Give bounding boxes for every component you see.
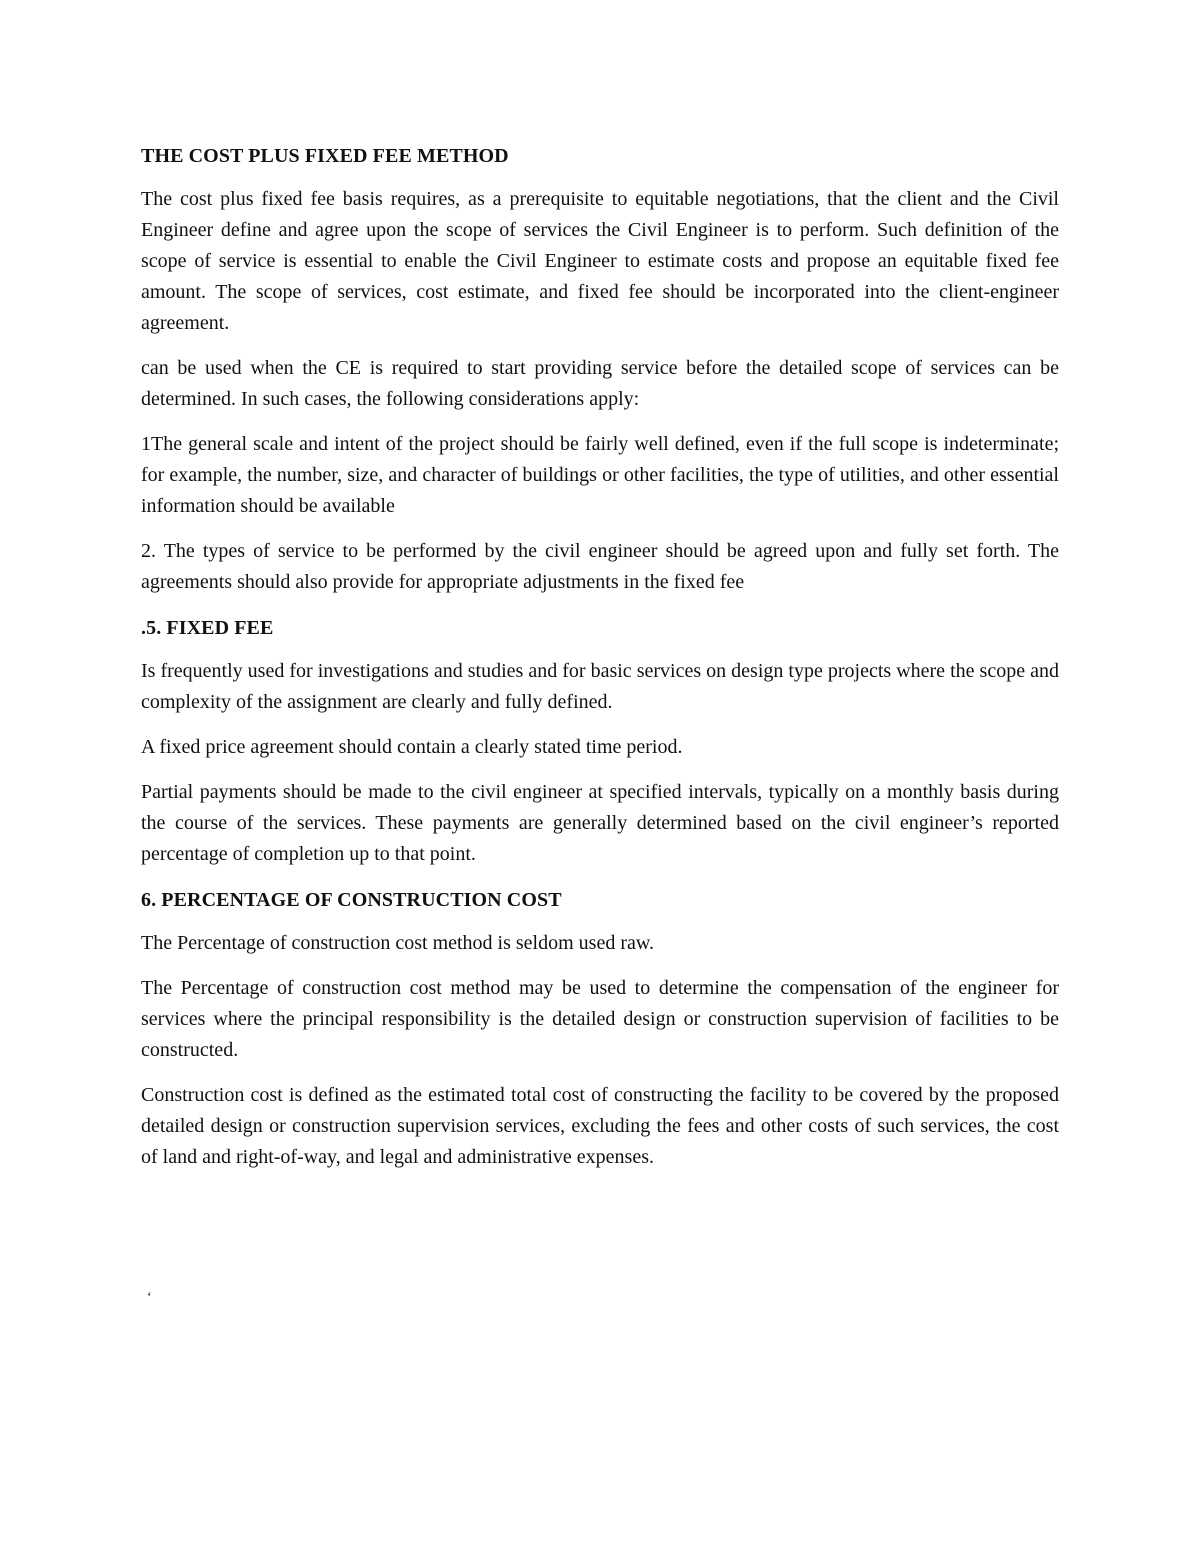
paragraph-cost-plus-3: 1The general scale and intent of the project should be fairly well defined, even if the full scope is indeterminate; for example, the number, size, and character of buildings or other facilities, the type of utilities, and other essential information should be available — [141, 433, 1059, 517]
stray-quote-mark: ‘ — [147, 1290, 152, 1305]
paragraph-percentage-2: The Percentage of construction cost method may be used to determine the compensation of the engineer for services where the principal responsibility is the detailed design or construction supervision of facilities to be constructed. — [141, 977, 1059, 1061]
heading-fixed-fee: .5. FIXED FEE — [141, 617, 274, 639]
paragraph-cost-plus-4: 2. The types of service to be performed by the civil engineer should be agreed upon and fully set forth. The agreements should also provide for appropriate adjustments in the fixed fee — [141, 540, 1059, 593]
document-page — [141, 140, 1059, 1187]
paragraph-percentage-3: Construction cost is defined as the estimated total cost of constructing the facility to be covered by the proposed detailed design or construction supervision services, excluding the fees and other costs of such services, the cost of land and right-of-way, and legal and administrative expenses. — [141, 1084, 1059, 1168]
heading-percentage-construction-cost: 6. PERCENTAGE OF CONSTRUCTION COST — [141, 889, 562, 911]
paragraph-cost-plus-1: The cost plus fixed fee basis requires, as a prerequisite to equitable negotiations, that the client and the Civil Engineer define and agree upon the scope of services the Civil Engineer is to perform. Such definition of the scope of service is essential to enable the Civil Engineer to estimate costs and propose an equitable fixed fee amount. The scope of services, cost estimate, and fixed fee should be incorporated into the client-engineer agreement. — [141, 188, 1059, 334]
paragraph-percentage-1: The Percentage of construction cost method is seldom used raw. — [141, 932, 655, 954]
paragraph-cost-plus-2: can be used when the CE is required to start providing service before the detailed scope of services can be determined. In such cases, the following considerations apply: — [141, 357, 1059, 410]
paragraph-fixed-fee-1: Is frequently used for investigations and studies and for basic services on design type projects where the scope and complexity of the assignment are clearly and fully defined. — [141, 660, 1059, 713]
paragraph-fixed-fee-3: Partial payments should be made to the civil engineer at specified intervals, typically on a monthly basis during the course of the services. These payments are generally determined based on the civil engineer’s reported percentage of completion up to that point. — [141, 781, 1059, 865]
paragraph-fixed-fee-2: A fixed price agreement should contain a clearly stated time period. — [141, 736, 683, 758]
heading-cost-plus-fixed-fee: THE COST PLUS FIXED FEE METHOD — [141, 145, 509, 167]
